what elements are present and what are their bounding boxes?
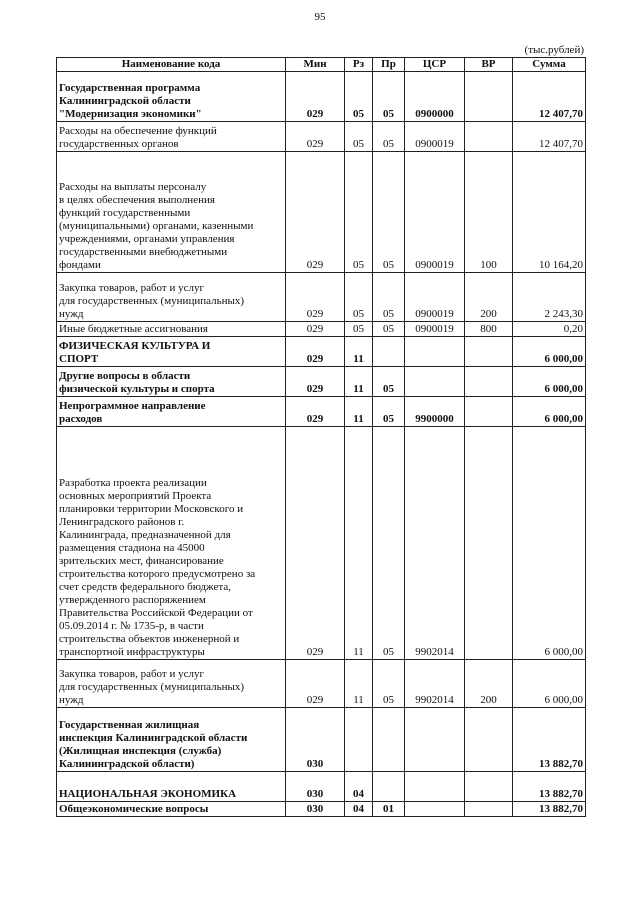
cell-rz [345,708,373,772]
cell-name: Расходы на обеспечение функций государственных органов [57,122,286,152]
cell-min: 029 [286,367,345,397]
header-name: Наименование кода [57,58,286,72]
cell-sum: 13 882,70 [513,772,586,802]
cell-name: Государственная жилищная инспекция Калининградской области (Жилищная инспекция (служба) Калининградской области) [57,708,286,772]
cell-vr [465,122,513,152]
cell-csr: 0900000 [405,72,465,122]
cell-vr [465,802,513,817]
table-row [57,367,586,397]
cell-csr: 0900019 [405,122,465,152]
cell-rz: 11 [345,660,373,708]
cell-min: 029 [286,322,345,337]
cell-min: 029 [286,337,345,367]
cell-rz: 05 [345,152,373,273]
cell-sum: 13 882,70 [513,708,586,772]
cell-name: Общеэкономические вопросы [57,802,286,817]
cell-name: Государственная программа Калининградской области "Модернизация экономики" [57,72,286,122]
cell-pr: 05 [373,427,405,660]
table-row [57,72,586,122]
cell-csr: 9902014 [405,427,465,660]
cell-rz: 11 [345,427,373,660]
cell-min: 029 [286,397,345,427]
budget-table [56,57,586,817]
cell-vr [465,772,513,802]
cell-pr: 05 [373,660,405,708]
cell-sum: 0,20 [513,322,586,337]
table-body [57,72,586,817]
cell-sum: 12 407,70 [513,72,586,122]
cell-pr: 05 [373,122,405,152]
cell-name: ФИЗИЧЕСКАЯ КУЛЬТУРА И СПОРТ [57,337,286,367]
cell-sum: 6 000,00 [513,397,586,427]
cell-rz: 05 [345,322,373,337]
table-row [57,337,586,367]
cell-csr: 9900000 [405,397,465,427]
cell-min: 030 [286,802,345,817]
cell-name: Иные бюджетные ассигнования [57,322,286,337]
cell-rz: 04 [345,772,373,802]
units-label: (тыс.рублей) [524,44,584,56]
cell-vr [465,367,513,397]
cell-pr: 01 [373,802,405,817]
table-row [57,660,586,708]
cell-sum: 6 000,00 [513,427,586,660]
header-min: Мин [286,58,345,72]
cell-min: 029 [286,152,345,273]
cell-pr: 05 [373,273,405,322]
table-header-row [57,58,586,72]
table-row [57,708,586,772]
cell-min: 030 [286,708,345,772]
cell-min: 029 [286,72,345,122]
table-row [57,322,586,337]
cell-vr [465,72,513,122]
cell-pr: 05 [373,397,405,427]
cell-min: 029 [286,273,345,322]
cell-csr: 0900019 [405,152,465,273]
cell-name: Расходы на выплаты персоналу в целях обеспечения выполнения функций государственными (муниципальными) органами, казенными учреждениями, органами управления государственными внебюджетными фондами [57,152,286,273]
cell-vr: 800 [465,322,513,337]
cell-vr [465,427,513,660]
table-row [57,397,586,427]
cell-csr: 0900019 [405,322,465,337]
header-pr: Пр [373,58,405,72]
cell-sum: 2 243,30 [513,273,586,322]
cell-vr: 200 [465,273,513,322]
cell-pr [373,337,405,367]
header-sum: Сумма [513,58,586,72]
cell-rz: 04 [345,802,373,817]
table-row [57,152,586,273]
header-vr: ВР [465,58,513,72]
cell-csr [405,802,465,817]
table-row [57,772,586,802]
cell-sum: 6 000,00 [513,660,586,708]
cell-name: Другие вопросы в области физической культуры и спорта [57,367,286,397]
cell-name: Закупка товаров, работ и услуг для государственных (муниципальных) нужд [57,660,286,708]
cell-rz: 11 [345,397,373,427]
cell-name: Непрограммное направление расходов [57,397,286,427]
cell-rz: 05 [345,122,373,152]
cell-pr: 05 [373,72,405,122]
cell-vr [465,708,513,772]
cell-csr [405,772,465,802]
cell-sum: 13 882,70 [513,802,586,817]
cell-csr [405,367,465,397]
cell-rz: 05 [345,72,373,122]
cell-csr: 9902014 [405,660,465,708]
table-row [57,427,586,660]
cell-vr [465,397,513,427]
cell-vr: 200 [465,660,513,708]
cell-min: 030 [286,772,345,802]
cell-rz: 05 [345,273,373,322]
cell-sum: 6 000,00 [513,337,586,367]
cell-min: 029 [286,660,345,708]
cell-csr [405,708,465,772]
cell-name: НАЦИОНАЛЬНАЯ ЭКОНОМИКА [57,772,286,802]
cell-min: 029 [286,122,345,152]
cell-rz: 11 [345,337,373,367]
cell-csr [405,337,465,367]
cell-sum: 10 164,20 [513,152,586,273]
cell-vr: 100 [465,152,513,273]
cell-name: Закупка товаров, работ и услуг для государственных (муниципальных) нужд [57,273,286,322]
cell-pr [373,772,405,802]
cell-pr [373,708,405,772]
cell-pr: 05 [373,367,405,397]
cell-rz: 11 [345,367,373,397]
table-row [57,273,586,322]
table-row [57,122,586,152]
cell-name: Разработка проекта реализации основных мероприятий Проекта планировки территории Московского и Ленинградского районов г. Калининграда, предназначенной для размещения стадиона на 45000 зрительских мест, финансирование строительства которого предусмотрено за счет средств федерального бюджета, утвержденного распоряжением Правительства Российской Федерации от 05.09.2014 г. № 1735-р, в части строительства объектов инженерной и транспортной инфраструктуры [57,427,286,660]
cell-pr: 05 [373,152,405,273]
cell-csr: 0900019 [405,273,465,322]
header-csr: ЦСР [405,58,465,72]
header-rz: Рз [345,58,373,72]
cell-min: 029 [286,427,345,660]
table-row [57,802,586,817]
cell-sum: 6 000,00 [513,367,586,397]
cell-sum: 12 407,70 [513,122,586,152]
cell-pr: 05 [373,322,405,337]
page-number: 95 [314,11,326,23]
cell-vr [465,337,513,367]
